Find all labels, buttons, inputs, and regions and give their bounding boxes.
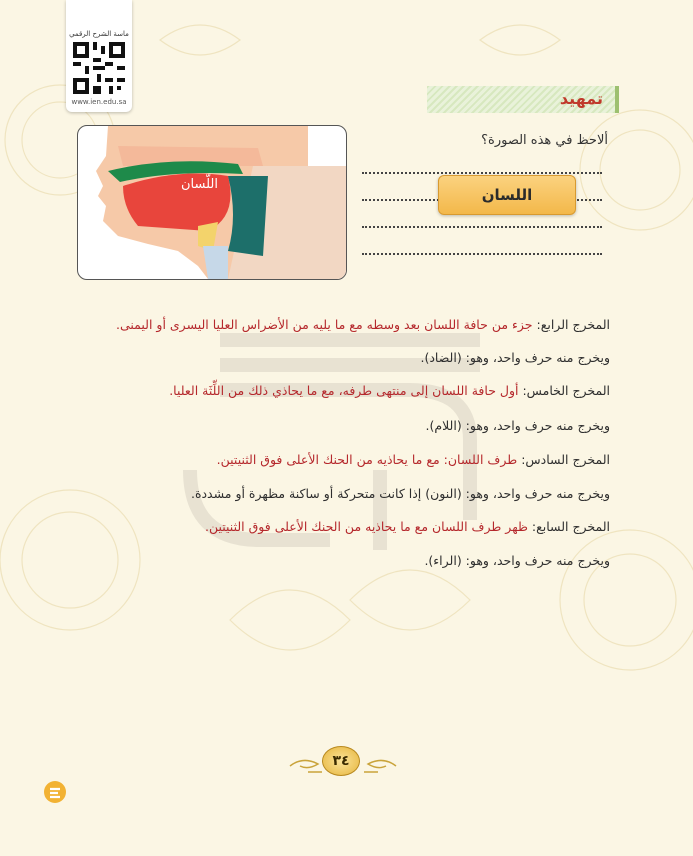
makhraj-4-label: المخرج الرابع: — [532, 317, 610, 332]
watermark-logo — [150, 320, 550, 620]
qr-caption: ماسة الشرح الرقمي — [69, 30, 129, 38]
publisher-logo-icon — [42, 780, 68, 804]
pharynx-shape — [228, 176, 268, 256]
makhraj-6-label: المخرج السادس: — [517, 452, 610, 467]
makhraj-4-definition — [116, 317, 610, 332]
makhraj-6-definition — [217, 452, 610, 467]
makhraj-5-highlight: أول حافة اللسان إلى منتهى طرفه، مع ما يحاذي ذلك من اللِّثَة العليا. — [169, 383, 519, 398]
answer-box[interactable]: اللسان — [438, 175, 576, 215]
exercise-question: ألاحظ في هذه الصورة؟ — [481, 133, 608, 148]
makhraj-4-letter — [420, 350, 610, 365]
makhraj-6-letter — [191, 486, 610, 501]
qr-code-icon[interactable] — [73, 42, 125, 94]
makhraj-7-letter-text: ويخرج منه حرف واحد، وهو: (الراء). — [424, 553, 610, 568]
answer-line-4 — [362, 253, 602, 256]
makhraj-4-highlight: جزء من حافة اللسان بعد وسطه مع ما يليه من الأضراس العليا اليسرى أو اليمنى. — [115, 317, 533, 332]
qr-url-text[interactable]: www.ien.edu.sa — [71, 98, 127, 106]
makhraj-6-highlight: طرف اللسان: مع ما يحاذيه من الحنك الأعلى فوق الثنيتين. — [216, 452, 518, 467]
makhraj-5-definition — [169, 383, 610, 398]
makhraj-7-label: المخرج السابع: — [527, 519, 610, 534]
makhraj-5-letter-text: ويخرج منه حرف واحد، وهو: (اللام). — [425, 418, 610, 433]
qr-code-card[interactable] — [66, 0, 132, 112]
tongue-label: اللّسان — [181, 177, 218, 192]
makhraj-7-definition — [205, 519, 610, 534]
page-number: ٣٤ — [322, 746, 360, 776]
makhraj-5-letter — [425, 418, 610, 433]
mouth-anatomy-diagram — [77, 125, 347, 280]
answer-line-3 — [362, 226, 602, 229]
section-title: تمهيد — [559, 89, 603, 108]
makhraj-7-letter — [424, 553, 610, 568]
makhraj-6-letter-text: ويخرج منه حرف واحد، وهو: (النون) إذا كانت متحركة أو ساكنة مظهرة أو مشددة. — [190, 486, 610, 501]
makhraj-4-letter-text: ويخرج منه حرف واحد، وهو: (الضاد). — [420, 350, 610, 365]
section-header-bar — [427, 86, 619, 113]
makhraj-5-label: المخرج الخامس: — [518, 383, 610, 398]
makhraj-7-highlight: ظهر طرف اللسان مع ما يحاذيه من الحنك الأعلى فوق الثنيتين. — [205, 519, 528, 534]
